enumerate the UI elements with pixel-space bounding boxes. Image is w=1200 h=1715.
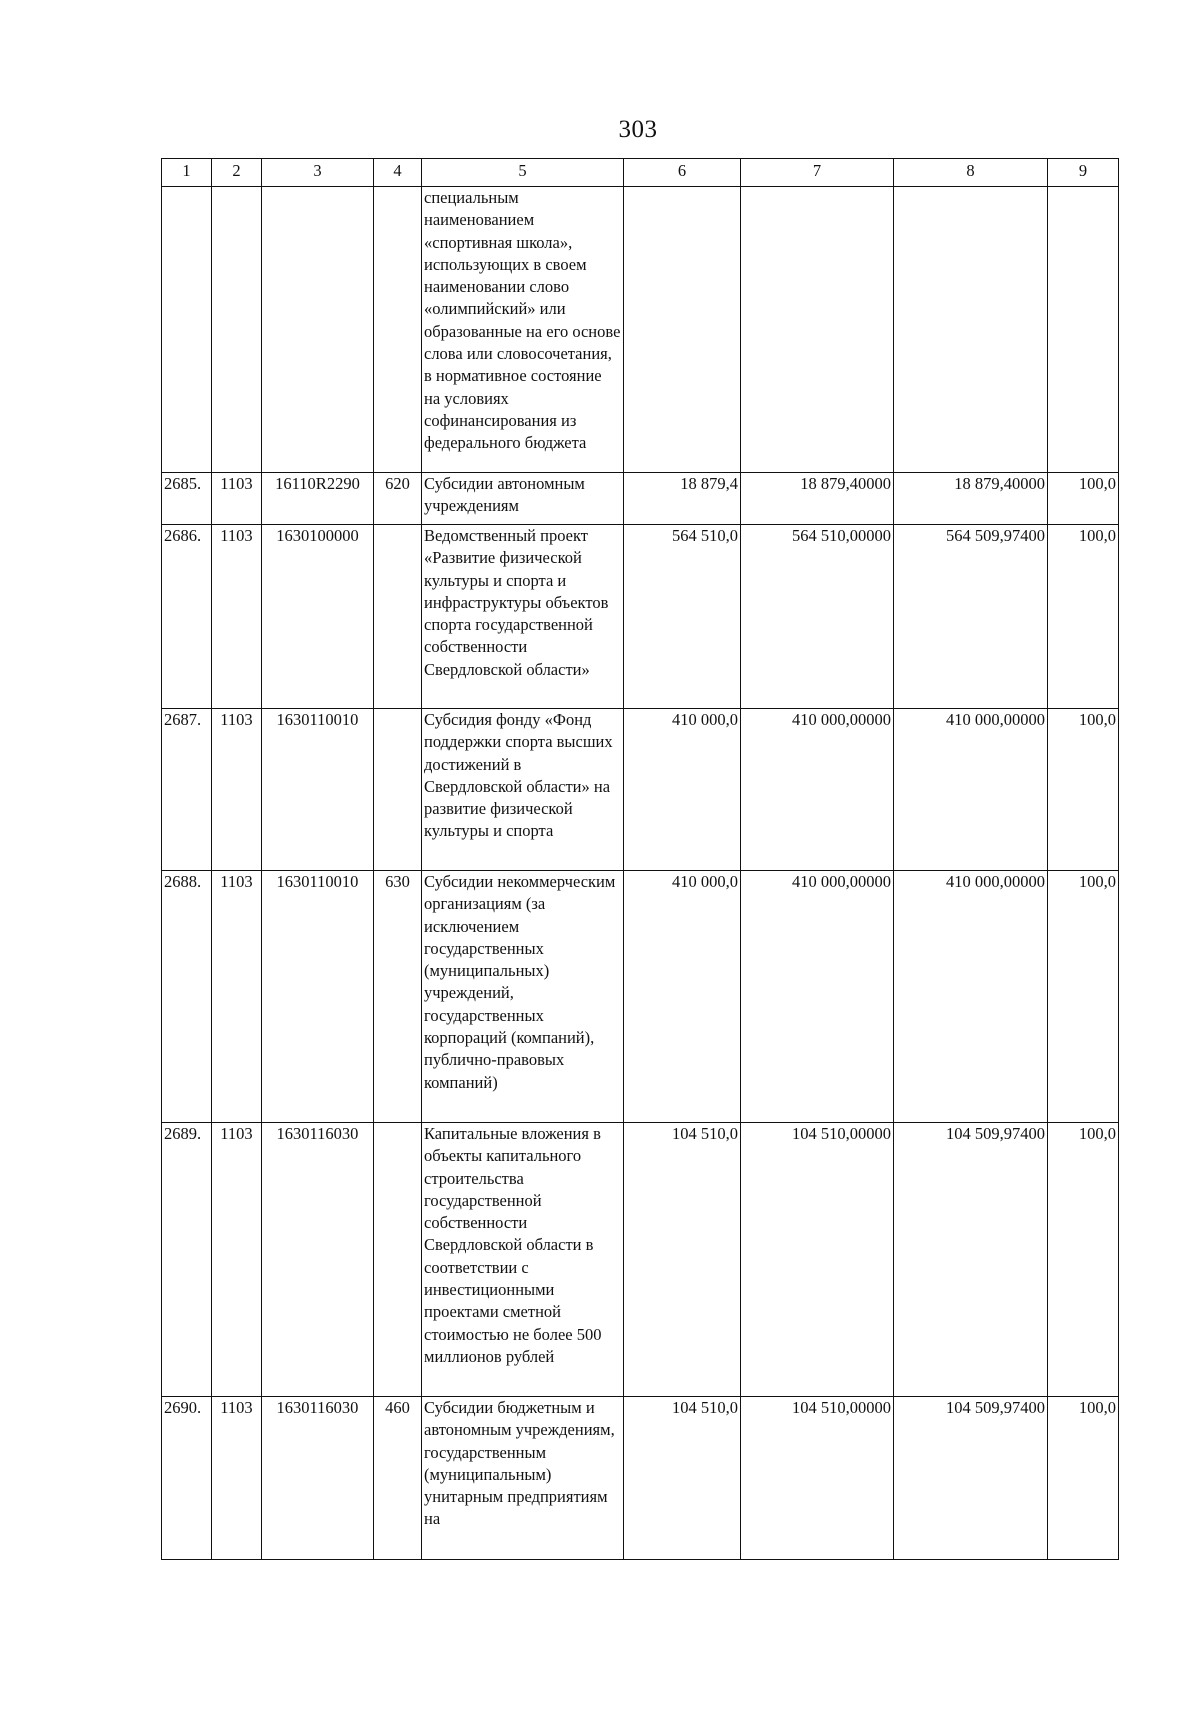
expense-type: 620 — [374, 473, 422, 525]
section-code: 1103 — [212, 1397, 262, 1560]
header-cell: 2 — [212, 159, 262, 187]
header-cell: 3 — [262, 159, 374, 187]
section-code: 1103 — [212, 871, 262, 1123]
expense-type: 630 — [374, 871, 422, 1123]
target-code: 1630110010 — [262, 871, 374, 1123]
item-name: Субсидии некоммерческим организациям (за исключением государственных (муниципальных) учреждений, государственных корпораций (компаний), публично-правовых компаний) — [422, 871, 624, 1123]
row-number: 2689. — [162, 1123, 212, 1397]
target-code: 1630100000 — [262, 525, 374, 709]
table-row — [162, 1123, 1119, 1397]
item-name: Капитальные вложения в объекты капитального строительства государственной собственности Свердловской области в соответствии с инвестиционными проектами сметной стоимостью не более 500 миллионов рублей — [422, 1123, 624, 1397]
section-code: 1103 — [212, 525, 262, 709]
col9-value: 100,0 — [1048, 1123, 1119, 1397]
col7-value: 18 879,40000 — [741, 473, 894, 525]
table-row — [162, 525, 1119, 709]
item-name: Субсидии бюджетным и автономным учреждениям, государственным (муниципальным) унитарным предприятиям на — [422, 1397, 624, 1560]
col7-value: 410 000,00000 — [741, 709, 894, 871]
col6-value — [624, 187, 741, 473]
header-cell: 4 — [374, 159, 422, 187]
col8-value: 410 000,00000 — [894, 709, 1048, 871]
col8-value: 410 000,00000 — [894, 871, 1048, 1123]
col9-value: 100,0 — [1048, 525, 1119, 709]
header-cell: 7 — [741, 159, 894, 187]
target-code — [262, 187, 374, 473]
table-header-row — [162, 159, 1119, 187]
row-number — [162, 187, 212, 473]
col6-value: 410 000,0 — [624, 871, 741, 1123]
section-code: 1103 — [212, 473, 262, 525]
col6-value: 104 510,0 — [624, 1123, 741, 1397]
row-number: 2687. — [162, 709, 212, 871]
expense-type — [374, 709, 422, 871]
target-code: 1630116030 — [262, 1123, 374, 1397]
expense-type — [374, 187, 422, 473]
item-name: специальным наименованием «спортивная школа», использующих в своем наименовании слово «олимпийский» или образованные на его основе слова или словосочетания, в нормативное состояние на условиях софинансирования из федерального бюджета — [422, 187, 624, 473]
header-cell: 9 — [1048, 159, 1119, 187]
item-name: Субсидии автономным учреждениям — [422, 473, 624, 525]
col8-value: 104 509,97400 — [894, 1123, 1048, 1397]
col7-value: 104 510,00000 — [741, 1397, 894, 1560]
col7-value: 410 000,00000 — [741, 871, 894, 1123]
col8-value: 104 509,97400 — [894, 1397, 1048, 1560]
item-name: Ведомственный проект «Развитие физической культуры и спорта и инфраструктуры объектов спорта государственной собственности Свердловской области» — [422, 525, 624, 709]
col8-value: 18 879,40000 — [894, 473, 1048, 525]
table-row — [162, 473, 1119, 525]
col8-value — [894, 187, 1048, 473]
section-code: 1103 — [212, 1123, 262, 1397]
col6-value: 564 510,0 — [624, 525, 741, 709]
section-code: 1103 — [212, 709, 262, 871]
header-cell: 6 — [624, 159, 741, 187]
header-cell: 5 — [422, 159, 624, 187]
table-row — [162, 187, 1119, 473]
col9-value: 100,0 — [1048, 709, 1119, 871]
col7-value: 104 510,00000 — [741, 1123, 894, 1397]
col9-value — [1048, 187, 1119, 473]
table-row — [162, 709, 1119, 871]
row-number: 2686. — [162, 525, 212, 709]
col6-value: 18 879,4 — [624, 473, 741, 525]
expense-type — [374, 1123, 422, 1397]
header-cell: 1 — [162, 159, 212, 187]
table-row — [162, 871, 1119, 1123]
row-number: 2688. — [162, 871, 212, 1123]
col9-value: 100,0 — [1048, 871, 1119, 1123]
target-code: 1630116030 — [262, 1397, 374, 1560]
table-row — [162, 1397, 1119, 1560]
item-name: Субсидия фонду «Фонд поддержки спорта высших достижений в Свердловской области» на развитие физической культуры и спорта — [422, 709, 624, 871]
target-code: 1630110010 — [262, 709, 374, 871]
col7-value: 564 510,00000 — [741, 525, 894, 709]
row-number: 2690. — [162, 1397, 212, 1560]
expense-type: 460 — [374, 1397, 422, 1560]
col8-value: 564 509,97400 — [894, 525, 1048, 709]
col7-value — [741, 187, 894, 473]
col9-value: 100,0 — [1048, 1397, 1119, 1560]
section-code — [212, 187, 262, 473]
col6-value: 410 000,0 — [624, 709, 741, 871]
col6-value: 104 510,0 — [624, 1397, 741, 1560]
row-number: 2685. — [162, 473, 212, 525]
expense-type — [374, 525, 422, 709]
header-cell: 8 — [894, 159, 1048, 187]
target-code: 16110R2290 — [262, 473, 374, 525]
budget-table — [161, 158, 1119, 1560]
page-number: 303 — [618, 116, 658, 143]
col9-value: 100,0 — [1048, 473, 1119, 525]
